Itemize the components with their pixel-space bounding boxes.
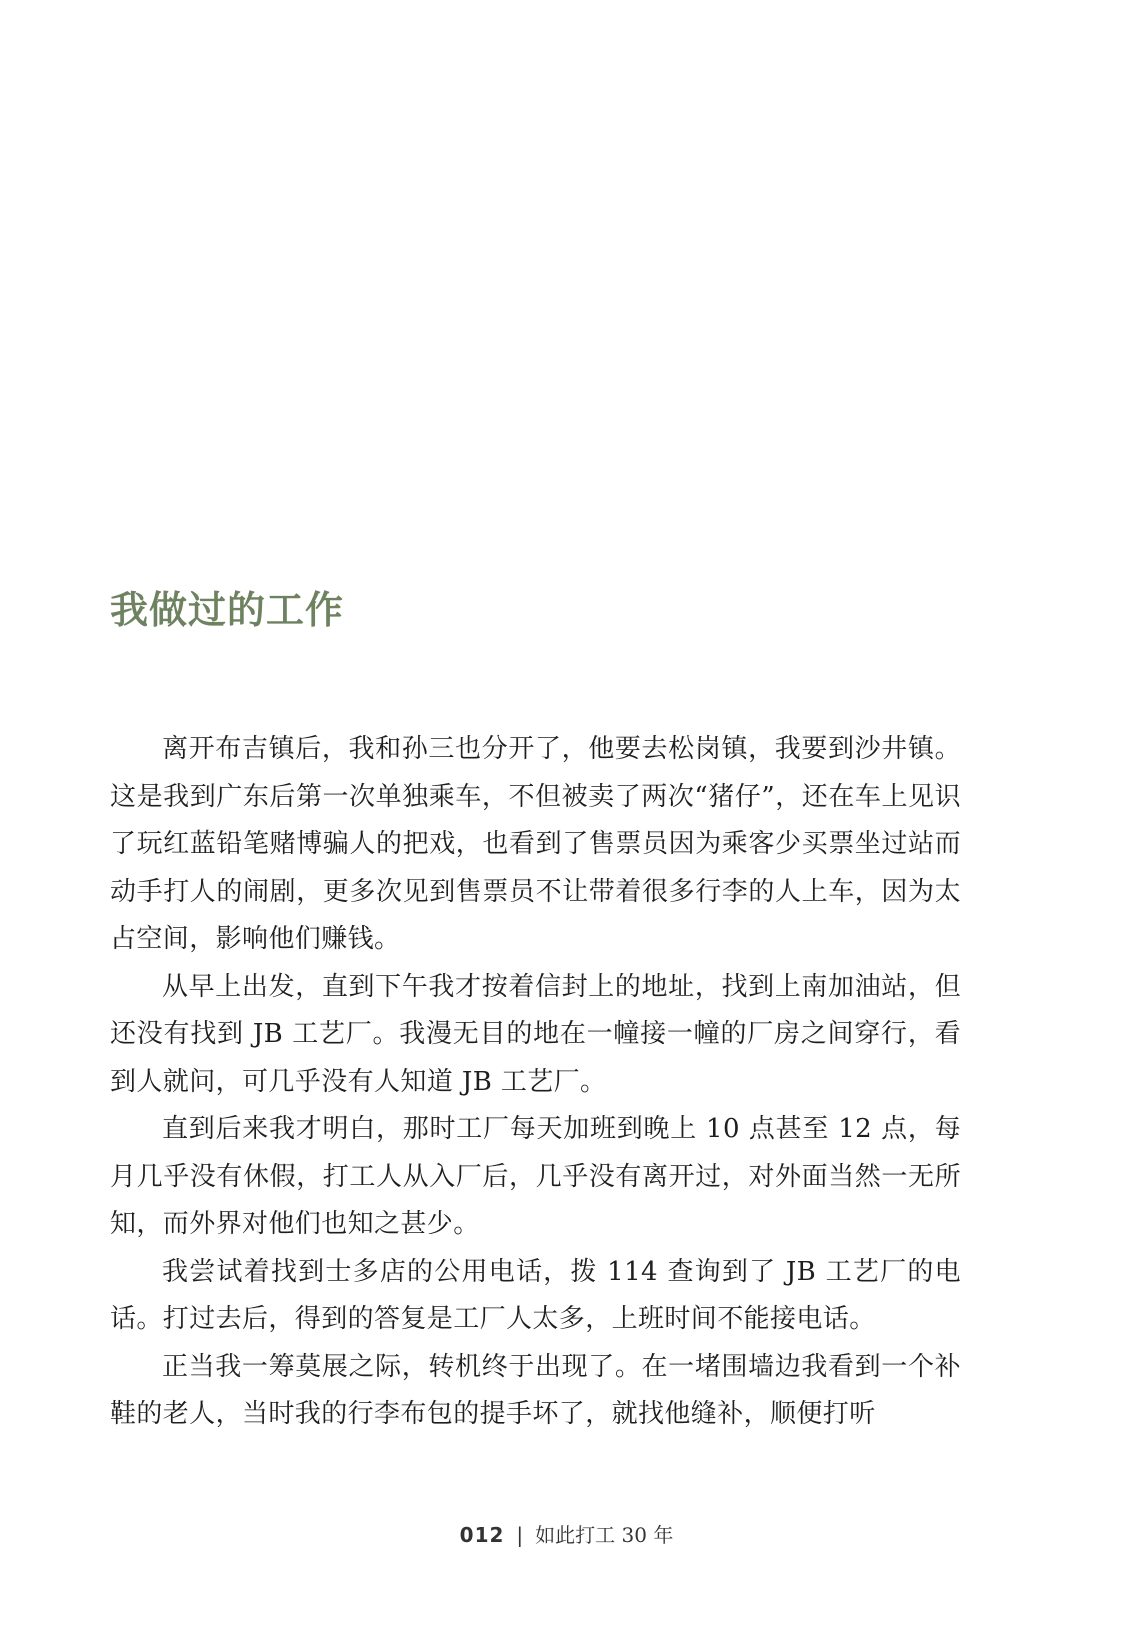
- page-footer: [0, 1522, 1133, 1549]
- page-number: 012: [459, 1523, 505, 1547]
- paragraph-1: 离开布吉镇后，我和孙三也分开了，他要去松岗镇，我要到沙井镇。这是我到广东后第一次单独乘车，不但被卖了两次“猪仔”，还在车上见识了玩红蓝铅笔赌博骗人的把戏，也看到了售票员因为乘客少买票坐过站而动手打人的闹剧，更多次见到售票员不让带着很多行李的人上车，因为太占空间，影响他们赚钱。: [110, 734, 961, 954]
- chapter-body: [110, 726, 961, 1439]
- book-title: 如此打工 30 年: [535, 1523, 674, 1547]
- paragraph-3: 直到后来我才明白，那时工厂每天加班到晚上 10 点甚至 12 点，每月几乎没有休假，打工人从入厂后，几乎没有离开过，对外面当然一无所知，而外界对他们也知之甚少。: [110, 1114, 961, 1239]
- paragraph-4: 我尝试着找到士多店的公用电话，拨 114 查询到了 JB 工艺厂的电话。打过去后，得到的答复是工厂人太多，上班时间不能接电话。: [110, 1256, 961, 1334]
- chapter-title: 我做过的工作: [110, 587, 345, 632]
- paragraph-5: 正当我一筹莫展之际，转机终于出现了。在一堵围墙边我看到一个补鞋的老人，当时我的行李布包的提手坏了，就找他缝补，顺便打听: [110, 1351, 961, 1429]
- footer-separator: |: [516, 1523, 524, 1547]
- paragraph-2: 从早上出发，直到下午我才按着信封上的地址，找到上南加油站，但还没有找到 JB 工艺厂。我漫无目的地在一幢接一幢的厂房之间穿行，看到人就问，可几乎没有人知道 JB 工艺厂。: [110, 971, 961, 1097]
